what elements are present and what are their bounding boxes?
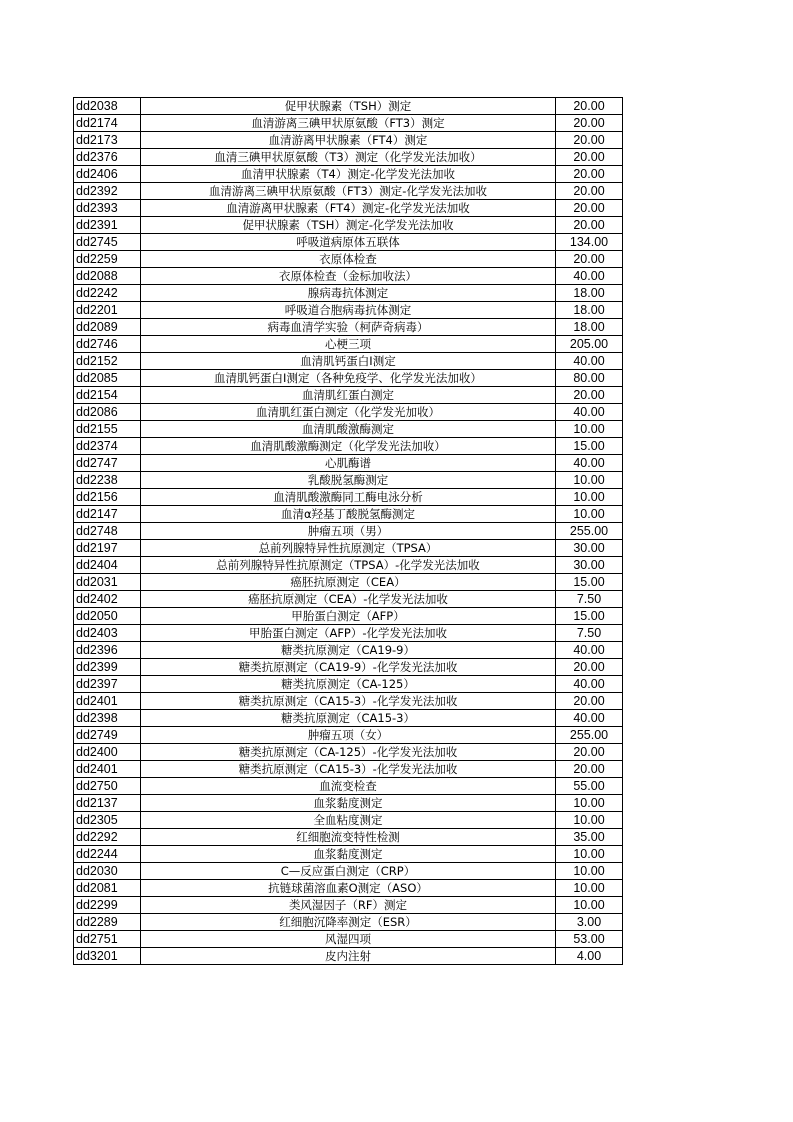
table-row xyxy=(74,149,623,166)
table-row xyxy=(74,710,623,727)
item-price-cell: 7.50 xyxy=(556,591,623,608)
table-row xyxy=(74,659,623,676)
item-code-cell: dd2174 xyxy=(74,115,141,132)
item-name-cell: 糖类抗原测定（CA15-3）-化学发光法加收 xyxy=(141,693,556,710)
item-price-cell: 15.00 xyxy=(556,438,623,455)
item-name-cell: 乳酸脱氢酶测定 xyxy=(141,472,556,489)
table-row xyxy=(74,285,623,302)
item-code-cell: dd2401 xyxy=(74,693,141,710)
item-price-cell: 10.00 xyxy=(556,812,623,829)
table-row xyxy=(74,234,623,251)
item-name-cell: 甲胎蛋白测定（AFP） xyxy=(141,608,556,625)
item-price-cell: 205.00 xyxy=(556,336,623,353)
item-code-cell: dd2088 xyxy=(74,268,141,285)
item-price-cell: 20.00 xyxy=(556,659,623,676)
item-name-cell: 肿瘤五项（男） xyxy=(141,523,556,540)
item-code-cell: dd2292 xyxy=(74,829,141,846)
item-code-cell: dd2745 xyxy=(74,234,141,251)
item-name-cell: 血清肌酸激酶测定 xyxy=(141,421,556,438)
table-row xyxy=(74,183,623,200)
table-row xyxy=(74,319,623,336)
item-code-cell: dd2155 xyxy=(74,421,141,438)
table-row xyxy=(74,540,623,557)
item-code-cell: dd2201 xyxy=(74,302,141,319)
item-name-cell: 糖类抗原测定（CA-125） xyxy=(141,676,556,693)
table-row xyxy=(74,727,623,744)
item-price-cell: 20.00 xyxy=(556,183,623,200)
item-code-cell: dd2156 xyxy=(74,489,141,506)
item-price-cell: 15.00 xyxy=(556,574,623,591)
item-name-cell: 血清肌红蛋白测定（化学发光加收） xyxy=(141,404,556,421)
item-code-cell: dd2400 xyxy=(74,744,141,761)
item-code-cell: dd2299 xyxy=(74,897,141,914)
item-price-cell: 10.00 xyxy=(556,795,623,812)
item-code-cell: dd2401 xyxy=(74,761,141,778)
table-row xyxy=(74,608,623,625)
item-price-cell: 20.00 xyxy=(556,693,623,710)
item-price-cell: 255.00 xyxy=(556,727,623,744)
item-code-cell: dd3201 xyxy=(74,948,141,965)
item-name-cell: 血流变检查 xyxy=(141,778,556,795)
table-row xyxy=(74,336,623,353)
item-code-cell: dd2746 xyxy=(74,336,141,353)
item-code-cell: dd2031 xyxy=(74,574,141,591)
table-row xyxy=(74,387,623,404)
item-price-cell: 40.00 xyxy=(556,404,623,421)
item-name-cell: 红细胞沉降率测定（ESR） xyxy=(141,914,556,931)
table-row xyxy=(74,744,623,761)
item-price-cell: 18.00 xyxy=(556,319,623,336)
item-name-cell: 甲胎蛋白测定（AFP）-化学发光法加收 xyxy=(141,625,556,642)
item-price-cell: 10.00 xyxy=(556,897,623,914)
item-code-cell: dd2197 xyxy=(74,540,141,557)
table-row xyxy=(74,455,623,472)
item-price-cell: 4.00 xyxy=(556,948,623,965)
item-code-cell: dd2750 xyxy=(74,778,141,795)
item-name-cell: C—反应蛋白测定（CRP） xyxy=(141,863,556,880)
item-price-cell: 20.00 xyxy=(556,132,623,149)
table-row xyxy=(74,812,623,829)
item-name-cell: 血清游离三碘甲状原氨酸（FT3）测定-化学发光法加收 xyxy=(141,183,556,200)
item-code-cell: dd2089 xyxy=(74,319,141,336)
item-price-cell: 10.00 xyxy=(556,421,623,438)
item-code-cell: dd2749 xyxy=(74,727,141,744)
item-name-cell: 血清游离甲状腺素（FT4）测定 xyxy=(141,132,556,149)
table-row xyxy=(74,217,623,234)
item-price-cell: 40.00 xyxy=(556,455,623,472)
item-code-cell: dd2289 xyxy=(74,914,141,931)
item-name-cell: 血清α羟基丁酸脱氢酶测定 xyxy=(141,506,556,523)
item-name-cell: 血浆黏度测定 xyxy=(141,846,556,863)
item-code-cell: dd2397 xyxy=(74,676,141,693)
item-name-cell: 皮内注射 xyxy=(141,948,556,965)
table-row xyxy=(74,370,623,387)
item-name-cell: 癌胚抗原测定（CEA）-化学发光法加收 xyxy=(141,591,556,608)
item-code-cell: dd2086 xyxy=(74,404,141,421)
item-name-cell: 血清三碘甲状原氨酸（T3）测定（化学发光法加收） xyxy=(141,149,556,166)
table-row xyxy=(74,353,623,370)
item-name-cell: 总前列腺特异性抗原测定（TPSA）-化学发光法加收 xyxy=(141,557,556,574)
item-price-cell: 18.00 xyxy=(556,285,623,302)
item-price-cell: 20.00 xyxy=(556,217,623,234)
item-code-cell: dd2242 xyxy=(74,285,141,302)
item-code-cell: dd2030 xyxy=(74,863,141,880)
table-row xyxy=(74,948,623,965)
table-row xyxy=(74,438,623,455)
item-name-cell: 心肌酶谱 xyxy=(141,455,556,472)
item-name-cell: 血清肌钙蛋白Ⅰ测定（各种免疫学、化学发光法加收） xyxy=(141,370,556,387)
item-code-cell: dd2081 xyxy=(74,880,141,897)
item-code-cell: dd2402 xyxy=(74,591,141,608)
item-price-cell: 10.00 xyxy=(556,846,623,863)
item-code-cell: dd2748 xyxy=(74,523,141,540)
item-name-cell: 血清肌酸激酶测定（化学发光法加收） xyxy=(141,438,556,455)
item-name-cell: 衣原体检查 xyxy=(141,251,556,268)
item-price-cell: 3.00 xyxy=(556,914,623,931)
table-row xyxy=(74,693,623,710)
price-table xyxy=(73,97,623,965)
item-name-cell: 红细胞流变特性检测 xyxy=(141,829,556,846)
item-name-cell: 全血粘度测定 xyxy=(141,812,556,829)
item-name-cell: 病毒血清学实验（柯萨奇病毒） xyxy=(141,319,556,336)
table-row xyxy=(74,404,623,421)
item-code-cell: dd2259 xyxy=(74,251,141,268)
item-code-cell: dd2404 xyxy=(74,557,141,574)
item-name-cell: 总前列腺特异性抗原测定（TPSA） xyxy=(141,540,556,557)
table-row xyxy=(74,200,623,217)
item-price-cell: 30.00 xyxy=(556,557,623,574)
item-name-cell: 呼吸道合胞病毒抗体测定 xyxy=(141,302,556,319)
table-row xyxy=(74,625,623,642)
item-code-cell: dd2173 xyxy=(74,132,141,149)
table-row xyxy=(74,880,623,897)
table-row xyxy=(74,778,623,795)
item-price-cell: 20.00 xyxy=(556,761,623,778)
item-price-cell: 30.00 xyxy=(556,540,623,557)
table-row xyxy=(74,931,623,948)
table-row xyxy=(74,132,623,149)
table-row xyxy=(74,268,623,285)
table-row xyxy=(74,115,623,132)
item-price-cell: 20.00 xyxy=(556,387,623,404)
table-row xyxy=(74,829,623,846)
item-price-cell: 40.00 xyxy=(556,676,623,693)
item-name-cell: 腺病毒抗体测定 xyxy=(141,285,556,302)
table-row xyxy=(74,506,623,523)
item-price-cell: 18.00 xyxy=(556,302,623,319)
item-price-cell: 10.00 xyxy=(556,489,623,506)
table-row xyxy=(74,863,623,880)
item-code-cell: dd2403 xyxy=(74,625,141,642)
item-code-cell: dd2392 xyxy=(74,183,141,200)
table-row xyxy=(74,166,623,183)
item-code-cell: dd2396 xyxy=(74,642,141,659)
item-name-cell: 类风湿因子（RF）测定 xyxy=(141,897,556,914)
item-price-cell: 40.00 xyxy=(556,710,623,727)
item-price-cell: 15.00 xyxy=(556,608,623,625)
price-table-body xyxy=(74,98,623,965)
table-row xyxy=(74,591,623,608)
item-code-cell: dd2152 xyxy=(74,353,141,370)
table-row xyxy=(74,421,623,438)
item-code-cell: dd2147 xyxy=(74,506,141,523)
item-name-cell: 血清肌钙蛋白Ⅰ测定 xyxy=(141,353,556,370)
item-price-cell: 20.00 xyxy=(556,166,623,183)
item-price-cell: 35.00 xyxy=(556,829,623,846)
item-name-cell: 血浆黏度测定 xyxy=(141,795,556,812)
item-code-cell: dd2393 xyxy=(74,200,141,217)
item-price-cell: 20.00 xyxy=(556,98,623,115)
table-row xyxy=(74,795,623,812)
item-price-cell: 10.00 xyxy=(556,472,623,489)
item-price-cell: 20.00 xyxy=(556,744,623,761)
item-name-cell: 糖类抗原测定（CA19-9） xyxy=(141,642,556,659)
item-price-cell: 20.00 xyxy=(556,115,623,132)
table-row xyxy=(74,523,623,540)
item-code-cell: dd2244 xyxy=(74,846,141,863)
item-price-cell: 40.00 xyxy=(556,268,623,285)
item-price-cell: 134.00 xyxy=(556,234,623,251)
item-price-cell: 53.00 xyxy=(556,931,623,948)
table-row xyxy=(74,98,623,115)
table-row xyxy=(74,897,623,914)
item-price-cell: 20.00 xyxy=(556,200,623,217)
item-name-cell: 血清游离甲状腺素（FT4）测定-化学发光法加收 xyxy=(141,200,556,217)
table-row xyxy=(74,642,623,659)
item-code-cell: dd2085 xyxy=(74,370,141,387)
item-price-cell: 7.50 xyxy=(556,625,623,642)
item-name-cell: 癌胚抗原测定（CEA） xyxy=(141,574,556,591)
item-name-cell: 糖类抗原测定（CA15-3） xyxy=(141,710,556,727)
table-row xyxy=(74,676,623,693)
item-name-cell: 血清游离三碘甲状原氨酸（FT3）测定 xyxy=(141,115,556,132)
item-code-cell: dd2747 xyxy=(74,455,141,472)
item-price-cell: 10.00 xyxy=(556,863,623,880)
item-code-cell: dd2391 xyxy=(74,217,141,234)
item-name-cell: 糖类抗原测定（CA-125）-化学发光法加收 xyxy=(141,744,556,761)
item-price-cell: 10.00 xyxy=(556,506,623,523)
item-price-cell: 80.00 xyxy=(556,370,623,387)
item-code-cell: dd2398 xyxy=(74,710,141,727)
item-name-cell: 血清肌红蛋白测定 xyxy=(141,387,556,404)
item-price-cell: 40.00 xyxy=(556,353,623,370)
item-price-cell: 255.00 xyxy=(556,523,623,540)
item-name-cell: 血清甲状腺素（T4）测定-化学发光法加收 xyxy=(141,166,556,183)
item-name-cell: 心梗三项 xyxy=(141,336,556,353)
table-row xyxy=(74,472,623,489)
item-code-cell: dd2050 xyxy=(74,608,141,625)
item-price-cell: 10.00 xyxy=(556,880,623,897)
item-name-cell: 肿瘤五项（女） xyxy=(141,727,556,744)
item-code-cell: dd2137 xyxy=(74,795,141,812)
item-code-cell: dd2154 xyxy=(74,387,141,404)
table-row xyxy=(74,489,623,506)
table-row xyxy=(74,557,623,574)
item-price-cell: 40.00 xyxy=(556,642,623,659)
item-name-cell: 糖类抗原测定（CA15-3）-化学发光法加收 xyxy=(141,761,556,778)
item-name-cell: 糖类抗原测定（CA19-9）-化学发光法加收 xyxy=(141,659,556,676)
table-row xyxy=(74,846,623,863)
table-row xyxy=(74,574,623,591)
table-row xyxy=(74,761,623,778)
item-name-cell: 衣原体检查（金标加收法） xyxy=(141,268,556,285)
item-name-cell: 促甲状腺素（TSH）测定 xyxy=(141,98,556,115)
item-name-cell: 呼吸道病原体五联体 xyxy=(141,234,556,251)
item-price-cell: 55.00 xyxy=(556,778,623,795)
item-code-cell: dd2038 xyxy=(74,98,141,115)
item-code-cell: dd2406 xyxy=(74,166,141,183)
item-name-cell: 风湿四项 xyxy=(141,931,556,948)
item-code-cell: dd2376 xyxy=(74,149,141,166)
item-name-cell: 血清肌酸激酶同工酶电泳分析 xyxy=(141,489,556,506)
item-code-cell: dd2305 xyxy=(74,812,141,829)
item-price-cell: 20.00 xyxy=(556,149,623,166)
item-name-cell: 抗链球菌溶血素O测定（ASO） xyxy=(141,880,556,897)
item-code-cell: dd2399 xyxy=(74,659,141,676)
item-price-cell: 20.00 xyxy=(556,251,623,268)
item-code-cell: dd2751 xyxy=(74,931,141,948)
table-row xyxy=(74,914,623,931)
table-row xyxy=(74,302,623,319)
item-name-cell: 促甲状腺素（TSH）测定-化学发光法加收 xyxy=(141,217,556,234)
table-row xyxy=(74,251,623,268)
item-code-cell: dd2374 xyxy=(74,438,141,455)
item-code-cell: dd2238 xyxy=(74,472,141,489)
